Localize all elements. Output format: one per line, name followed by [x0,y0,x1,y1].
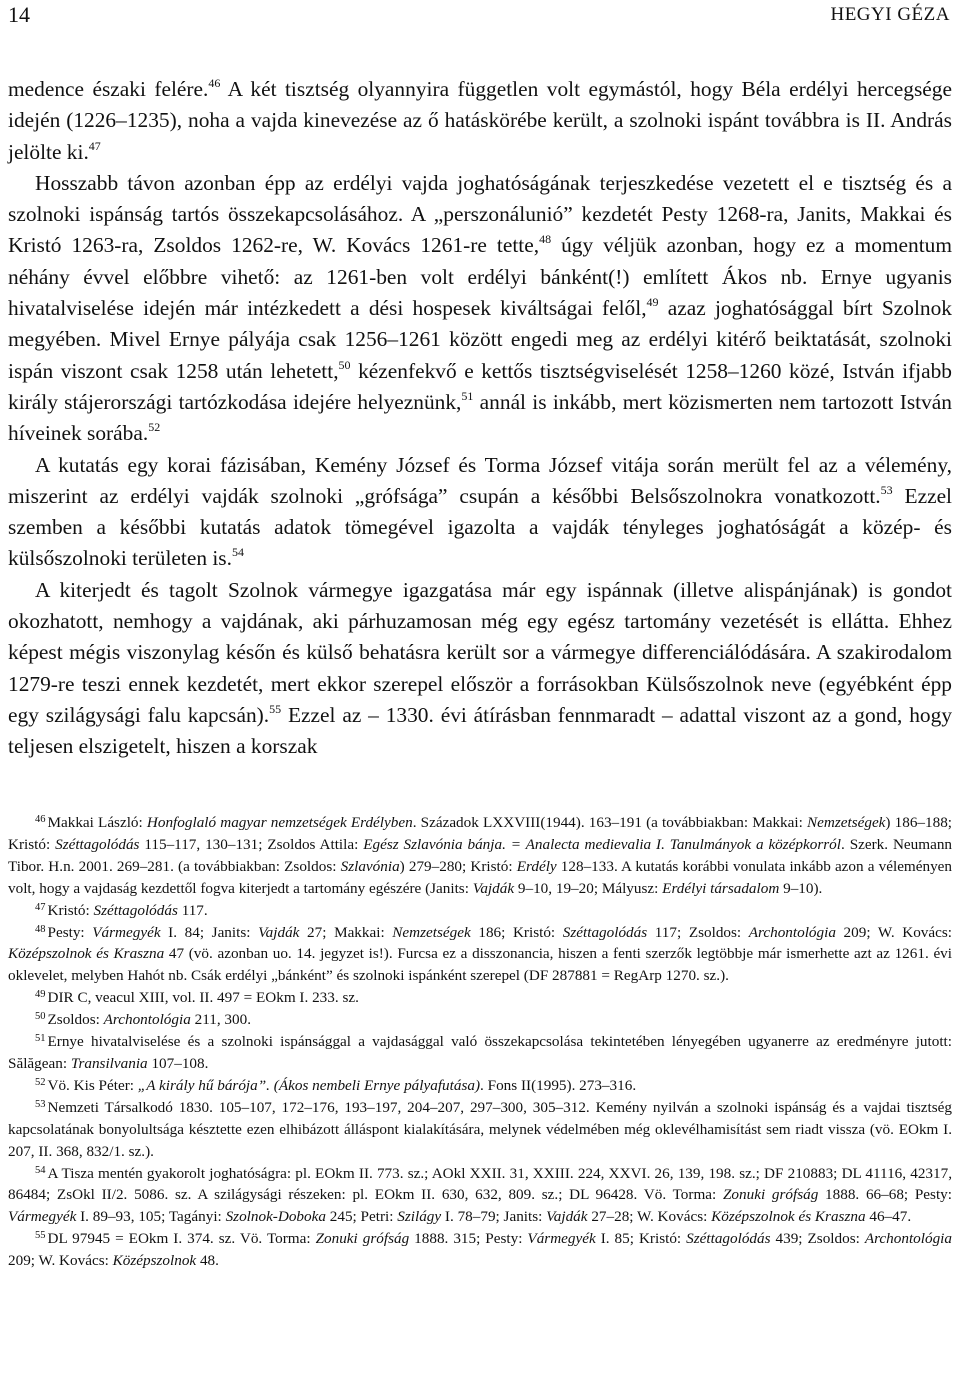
note-text: 211, 300. [190,1011,251,1029]
note-text: Zsoldos: [47,1011,104,1029]
note-text: 48. [196,1252,219,1270]
note-title: Szolnok-Doboka [225,1208,326,1226]
running-header [8,0,952,34]
footnote-ref-55[interactable]: 55 [269,701,282,716]
paragraph-1 [8,74,952,168]
text-run: Hosszabb távon azonban épp az erdélyi vajda joghatóságának terjeszkedése vezetett el e tisztség és a szolnoki ispánság tartós összekapcsolásához. A „perszonálunió” kezdetét Pesty 1268-ra, Janits, Makkai és Kristó 1263-ra, Zsoldos 1262-re, W. Kovács 1261-re tette, [8,170,952,258]
note-title: Egész Szlavónia bánja. = Analecta medievalia I. Tanulmányok a középkorról [363,835,841,853]
footnote-50 [8,1009,952,1031]
footnote-number: 54 [35,1164,46,1176]
text-run: úgy véljük azonban, hogy ez a momentum néhány évvel előbbre vihető: az 1261-ben volt erdélyi bánként(!) említett Ákos nb. Ernye ugyanis hivatalviselése idején már intézkedett a dési hospesek kiváltságai felől, [8,233,952,321]
note-text: 27–28; W. Kovács: [587,1208,712,1226]
footnote-52 [8,1075,952,1097]
note-title: „A király hű bárója”. (Ákos nembeli Ernye pályafutása) [137,1076,481,1094]
text-run: medence északi felére. [8,77,209,101]
footnotes [8,812,952,1272]
text-run: A kutatás egy korai fázisában, Kemény József és Torma József vitája során merült fel az a vélemény, miszerint az erdélyi vajdák szolnoki „grófsága” csupán a későbbi Belsőszolnokra vonatkozott. [8,452,952,508]
footnote-ref-51[interactable]: 51 [461,388,474,403]
footnote-53 [8,1097,952,1163]
note-text: 9–10). [779,879,823,897]
footnote-46 [8,812,952,900]
footnote-49 [8,987,952,1009]
text-run: annál is inkább, mert közismerten nem tartozott István híveinek sorába. [8,389,952,446]
note-text: . Szerk. Neumann Tibor. H.n. 2001. 269–281. (a továbbiakban: Zsoldos: [8,835,953,875]
note-title: Nemzetségek [392,923,471,941]
note-text: 245; Petri: [325,1208,398,1226]
note-title: Archontológia [103,1011,191,1029]
note-text: 27; Makkai: [299,923,393,941]
footnote-number: 46 [35,814,46,825]
note-title: Széttagolódás [686,1230,771,1248]
note-text: 46–47. [865,1208,912,1226]
text-run: A kiterjedt és tagolt Szolnok vármegye igazgatása már egy ispánnak (illetve alispánjának) is gondot okozhatott, nemhogy a vajdának, aki párhuzamosan még egy egész tartomány vezetését is ellátta. Ehhez képest mégis viszonylag későn és külső behatásra került sor a vármegye differenciálódására. A szakirodalom 1279-re teszi ennek kezdetét, mert ekkor szerepel először a forrásokban Külsőszolnok neve (egyébként épp egy szilágysági falu kapcsán). [8,577,952,727]
footnote-48 [8,922,952,988]
note-text: Ernye hivatalviselése és a szolnoki ispánsággal a vajdasággal való összekapcsolása tekintetében lényegében ugyanerre az eredményre jutott: Sălăgean: [8,1033,952,1072]
note-text: 9–10, 19–20; Mályusz: [514,879,663,897]
note-title: Szlavónia [340,857,400,875]
note-text: 128–133. A kutatás korábbi vonulata inkább azon a véleményen volt, hogy a vajdaság kezdettől fogva kiterjedt a tartomány egészére (Janits: [8,857,953,897]
footnote-51 [8,1031,952,1075]
note-title: Erdély [516,857,557,875]
page-number: 14 [8,2,30,27]
note-text: . Századok LXXVIII(1944). 163–191 (a továbbiakban: Makkai: [412,814,807,831]
text-run: Ezzel az – 1330. évi átírásban fennmaradt – adattal viszont az a gond, hogy teljesen elszigetelt, hiszen a korszak [8,702,953,759]
note-title: Széttagolódás [93,901,178,919]
note-text: . Fons II(1995). 273–316. [480,1076,637,1094]
footnote-ref-54[interactable]: 54 [231,545,244,560]
note-text: 115–117, 130–131; Zsoldos Attila: [139,835,364,853]
note-text: 47 (vö. azonban uo. 14. jegyzet is!). Furcsa ez a disszonancia, hiszen a fenti szerzők legtöbbje már ismerhette azt az 1261. évi oklevelet, melyben Hahót nb. Csák erdélyi „bánként” és szolnoki ispánként szerepel (DF 287881 = RegArp 1270. sz.). [8,945,952,985]
note-text: 439; Zsoldos: [770,1230,865,1248]
note-title: Nemzetségek [806,814,886,831]
note-title: Széttagolódás [562,923,648,941]
note-title: Archontológia [864,1230,952,1248]
text-run: Ezzel szemben a későbbi kutatás adatok tömegével igazolta a vajdák tényleges joghatóságát a közép- és külsőszolnoki területen is. [8,483,953,571]
footnote-ref-48[interactable]: 48 [539,232,552,247]
note-title: Archontológia [748,923,836,941]
footnote-number: 52 [35,1076,46,1088]
note-text: 1888. 315; Pesty: [409,1230,528,1248]
note-text: 1888. 66–68; Pesty: [818,1186,952,1204]
note-title: Vármegyék [92,923,161,941]
footnote-ref-53[interactable]: 53 [880,482,893,497]
note-text: Kristó: [47,901,94,919]
note-text: Nemzeti Társalkodó 1830. 105–107, 172–176, 193–197, 204–207, 297–300, 305–312. Kemény nyilván a szolnoki ispánság és a vajdai tisztség kapcsolatának bonyolultsága késztette ezen elhibázott álláspont kialakítására, melynek védelmében még oklevélhamisítást sem riadt vissza (vö. EOkm I. 207, II. 368, 832/1. sz.). [8,1098,952,1160]
note-text: A Tisza mentén gyakorolt joghatóságra: pl. EOkm II. 773. sz.; AOkl XXII. 31, XXIII. 224, XXVI. 26, 139, 198. sz.; DF 210883; DL 41116, 42317, 86484; ZsOkl II/2. 5086. sz. A szilágysági részeken: pl. EOkm II. 630, 632, 809. sz.; DL 96428. Vö. Torma: [8,1164,952,1204]
note-text: Vö. Kis Péter: [47,1076,138,1094]
note-text: 209; W. Kovács: [8,1252,113,1270]
note-title: Vajdák [546,1208,588,1226]
footnote-number: 48 [35,923,46,935]
text-run: kézenfekvő e kettős tisztségviselését 1258–1260 közé, István ifjabb király stájerországi tartózkodása idejére helyeznünk, [8,358,952,414]
footnote-number: 51 [35,1033,46,1045]
note-title: Középszolnok és Kraszna [8,945,165,963]
note-text: I. 78–79; Janits: [441,1208,547,1226]
note-text: 209; W. Kovács: [835,923,952,941]
note-title: Középszolnok [112,1252,197,1270]
note-title: Széttagolódás [55,835,140,853]
note-title: Vármegyék [8,1208,77,1226]
note-text: 186; Kristó: [470,923,563,941]
paragraph-3 [8,450,952,575]
note-title: Zonuki grófság [315,1230,410,1248]
footnote-ref-46[interactable]: 46 [208,76,221,90]
note-title: Zonuki grófság [722,1186,819,1204]
note-text: ) 279–280; Kristó: [399,857,517,875]
footnote-ref-50[interactable]: 50 [338,357,351,372]
footnote-number: 53 [35,1098,46,1110]
footnote-ref-52[interactable]: 52 [148,420,161,435]
note-text: Makkai László: [47,814,147,831]
footnote-ref-47[interactable]: 47 [88,138,101,153]
text-run: azaz joghatósággal bírt Szolnok megyében. Mivel Ernye pályája csak 1256–1261 között engedi meg az erdélyi kitérő beiktatását, szolnoki ispán viszont csak 1258 után lehetett, [8,296,952,383]
footnote-54 [8,1163,952,1229]
paragraph-4 [8,575,952,763]
note-title: Vármegyék [527,1230,596,1248]
note-title: Transilvania [70,1054,148,1072]
note-text: I. 89–93, 105; Tagányi: [76,1208,226,1226]
note-title: Középszolnok és Kraszna [711,1208,866,1226]
running-head-author: HEGYI GÉZA [830,4,950,25]
note-text: I. 84; Janits: [160,923,259,941]
footnote-number: 50 [35,1011,46,1023]
footnote-number: 55 [35,1230,46,1242]
note-title: Erdélyi társadalom [662,879,780,897]
note-text: DL 97945 = EOkm I. 374. sz. Vö. Torma: [47,1230,316,1248]
note-text: I. 85; Kristó: [595,1230,687,1248]
note-text: Pesty: [47,923,93,941]
note-text: ) 186–188; Kristó: [8,814,953,853]
note-title: Honfoglaló magyar nemzetségek Erdélyben [146,814,413,831]
note-text: 117. [177,901,208,919]
footnote-55 [8,1228,952,1272]
footnote-47 [8,900,952,922]
paragraph-2 [8,168,952,450]
text-run: A két tisztség olyannyira független volt egymástól, hogy Béla erdélyi hercegsége idején (1226–1235), noha a vajda kinevezése az ő hatáskörébe került, a szolnoki ispánt továbbra is II. András jelölte ki. [8,77,952,164]
note-text: 117; Zsoldos: [647,923,749,941]
note-title: Vajdák [258,923,300,941]
note-title: Szilágy [397,1208,442,1226]
footnote-ref-49[interactable]: 49 [646,295,659,310]
note-text: DIR C, veacul XIII, vol. II. 497 = EOkm I. 233. sz. [47,989,359,1007]
note-title: Vajdák [472,879,515,897]
note-text: 107–108. [147,1054,209,1072]
footnote-number: 49 [35,989,46,1001]
main-text [8,74,952,763]
footnote-number: 47 [35,901,46,913]
